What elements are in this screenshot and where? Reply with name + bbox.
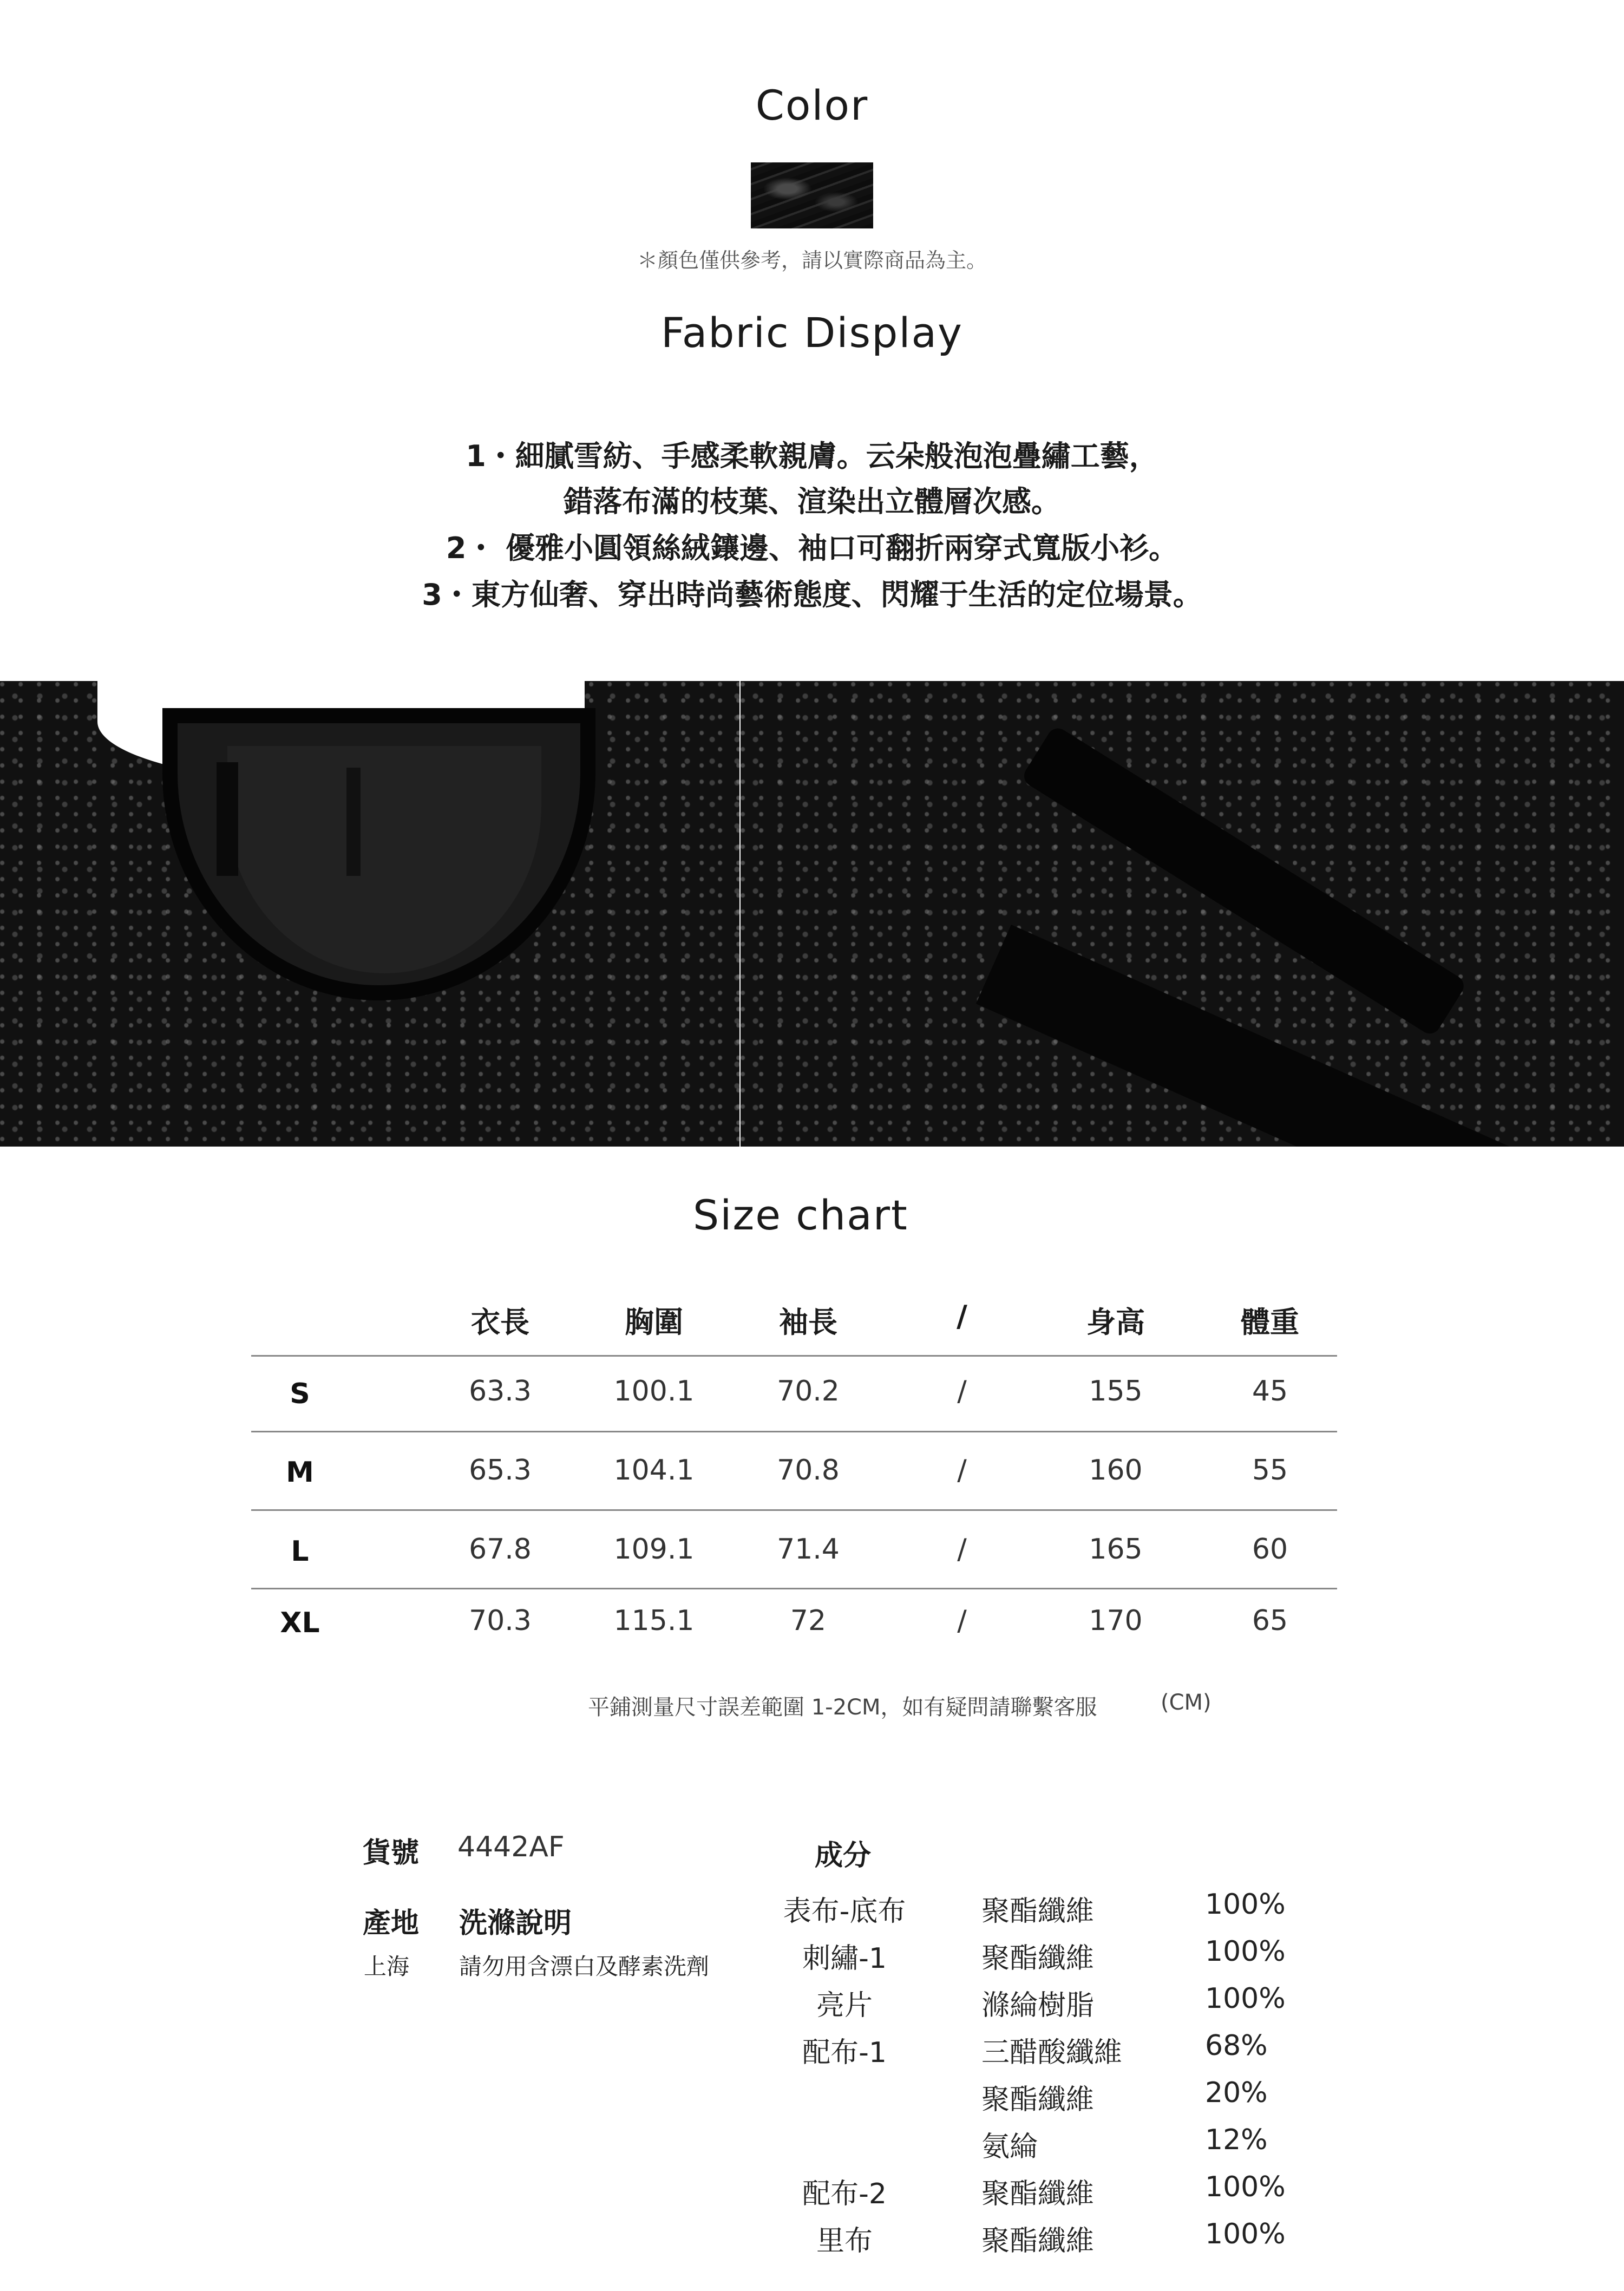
- table-rule: [251, 1431, 1337, 1432]
- wash-value: 請勿用含漂白及酵素洗劑: [459, 1953, 710, 1980]
- table-cell: 70.2: [777, 1375, 840, 1408]
- composition-pct: 20%: [1205, 2077, 1268, 2109]
- table-cell: 160: [1089, 1454, 1143, 1487]
- fabric-photo-sleeve: [741, 681, 1624, 1147]
- fabric-line-2: 錯落布滿的枝葉、渲染出立體層次感。: [564, 485, 1060, 519]
- composition-material: 聚酯纖維: [981, 1895, 1095, 1928]
- composition-pct: 100%: [1205, 1888, 1286, 1921]
- table-cell: 67.8: [469, 1533, 532, 1566]
- size-label-m: M: [286, 1456, 314, 1489]
- size-label-xl: XL: [280, 1607, 320, 1639]
- table-cell: 71.4: [777, 1533, 840, 1566]
- origin-label: 產地: [363, 1907, 420, 1940]
- fabric-title: Fabric Display: [661, 309, 963, 357]
- composition-material: 聚酯纖維: [981, 2178, 1095, 2210]
- table-cell: 109.1: [613, 1533, 695, 1566]
- table-cell: /: [957, 1375, 967, 1408]
- fabric-photo-collar: [0, 681, 739, 1147]
- table-cell: 63.3: [469, 1375, 532, 1408]
- table-cell: 155: [1089, 1375, 1143, 1408]
- unit-label: (CM): [1161, 1690, 1212, 1715]
- header-chest: 胸圍: [625, 1305, 683, 1339]
- header-height: 身高: [1086, 1305, 1145, 1339]
- table-cell: 72: [790, 1605, 827, 1637]
- table-cell: 65.3: [469, 1454, 532, 1487]
- header-slash: /: [957, 1299, 967, 1333]
- table-cell: /: [957, 1605, 967, 1637]
- composition-pct: 100%: [1205, 1935, 1286, 1968]
- color-note: ＊顏色僅供參考，請以實際商品為主。: [637, 248, 987, 272]
- composition-part: 刺繡-1: [802, 1942, 887, 1975]
- fabric-line-4: 3・東方仙奢、穿出時尚藝術態度、閃耀于生活的定位場景。: [422, 578, 1202, 612]
- composition-pct: 68%: [1205, 2030, 1268, 2062]
- composition-material: 聚酯纖維: [981, 2225, 1095, 2257]
- composition-pct: 12%: [1205, 2124, 1268, 2156]
- table-cell: 100.1: [613, 1375, 695, 1408]
- size-label-l: L: [291, 1535, 309, 1568]
- header-weight: 體重: [1241, 1305, 1299, 1339]
- composition-material: 聚酯纖維: [981, 1942, 1095, 1975]
- composition-label: 成分: [815, 1840, 872, 1872]
- composition-part: 里布: [816, 2225, 873, 2257]
- table-cell: 165: [1089, 1533, 1143, 1566]
- item-no-label: 貨號: [363, 1837, 420, 1869]
- composition-material: 三醋酸纖維: [981, 2037, 1123, 2069]
- table-cell: 70.8: [777, 1454, 840, 1487]
- size-label-s: S: [290, 1378, 310, 1410]
- composition-pct: 100%: [1205, 2218, 1286, 2250]
- table-rule: [251, 1588, 1337, 1589]
- composition-material: 聚酯纖維: [981, 2084, 1095, 2116]
- measurement-note: 平鋪測量尺寸誤差範圍 1-2CM，如有疑問請聯繫客服: [588, 1695, 1097, 1720]
- color-swatch[interactable]: [751, 162, 873, 228]
- fabric-line-1: 1・細膩雪紡、手感柔軟親膚。云朵般泡泡疊繡工藝，: [466, 439, 1158, 473]
- table-cell: /: [957, 1533, 967, 1566]
- table-cell: /: [957, 1454, 967, 1487]
- table-cell: 115.1: [613, 1605, 695, 1637]
- item-no-value: 4442AF: [457, 1831, 565, 1863]
- table-cell: 55: [1252, 1454, 1288, 1487]
- composition-part: 配布-2: [802, 2178, 887, 2210]
- table-cell: 65: [1252, 1605, 1288, 1637]
- wash-label: 洗滌說明: [459, 1907, 572, 1940]
- composition-part: 亮片: [816, 1989, 873, 2022]
- table-rule: [251, 1355, 1337, 1357]
- header-length: 衣長: [471, 1305, 529, 1339]
- composition-part: 表布-底布: [783, 1895, 906, 1928]
- fabric-line-3: 2・ 優雅小圓領絲絨鑲邊、袖口可翻折兩穿式寬版小衫。: [446, 531, 1178, 565]
- table-cell: 104.1: [613, 1454, 695, 1487]
- table-cell: 170: [1089, 1605, 1143, 1637]
- composition-pct: 100%: [1205, 1982, 1286, 2015]
- table-cell: 70.3: [469, 1605, 532, 1637]
- size-chart-title: Size chart: [693, 1191, 908, 1239]
- color-title: Color: [755, 81, 869, 129]
- composition-pct: 100%: [1205, 2171, 1286, 2203]
- composition-material: 氨綸: [981, 2131, 1038, 2163]
- table-cell: 60: [1252, 1533, 1288, 1566]
- header-sleeve: 袖長: [779, 1305, 837, 1339]
- table-cell: 45: [1252, 1375, 1288, 1408]
- origin-value: 上海: [364, 1953, 410, 1980]
- composition-material: 滌綸樹脂: [981, 1989, 1095, 2022]
- composition-part: 配布-1: [802, 2037, 887, 2069]
- table-rule: [251, 1509, 1337, 1511]
